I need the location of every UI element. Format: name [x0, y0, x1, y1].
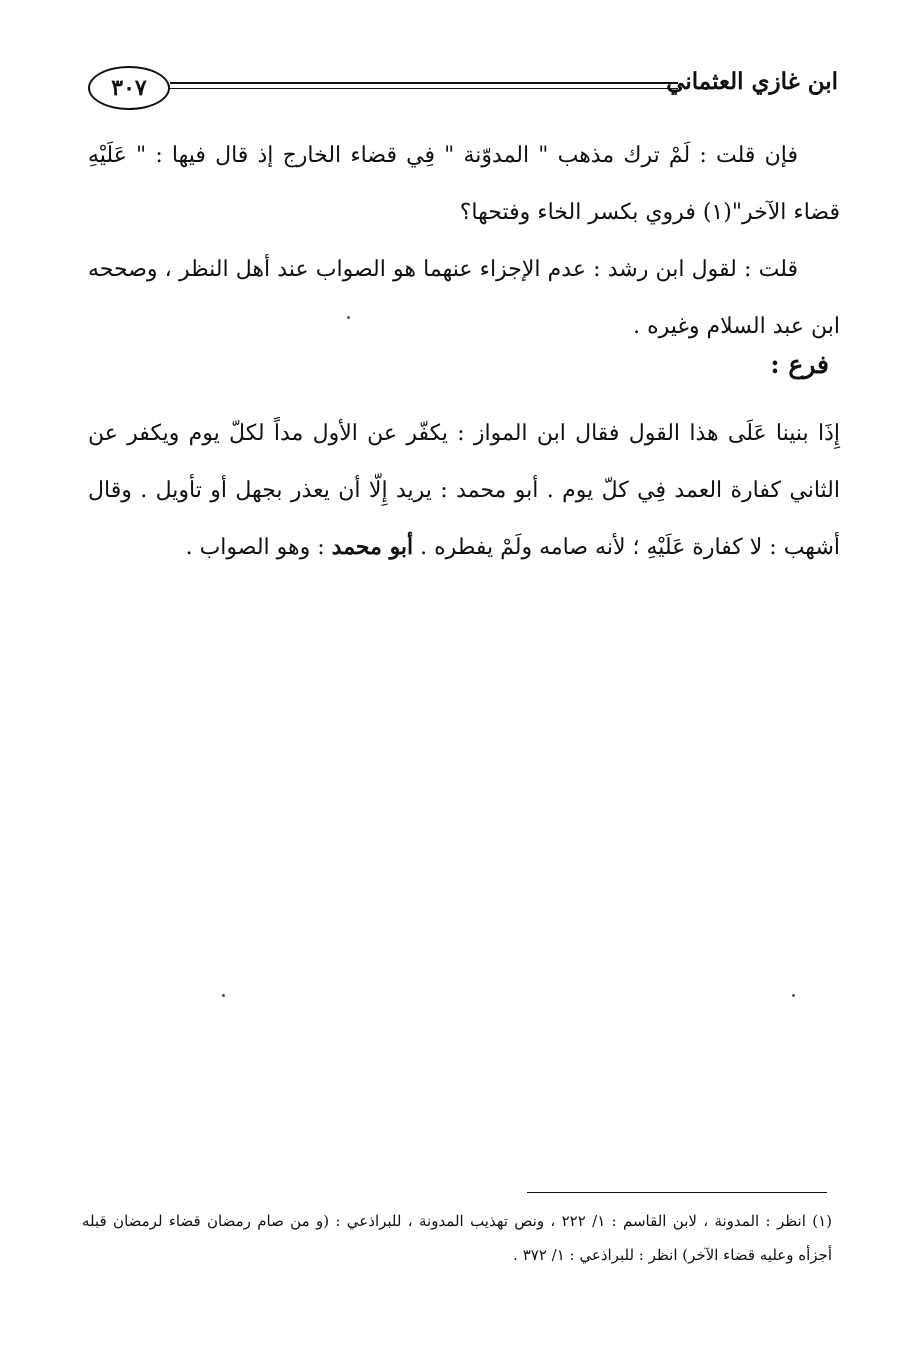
section-heading: فرع :: [770, 350, 829, 379]
footnote-1: (١) انظر : المدونة ، لابن القاسم : ١/ ٢٢٢ ، ونص تهذيب المدونة ، للبراذعي : (و من صام رمضان قضاء لرمضان قبله أجزأه وعليه قضاء الآخر) انظر : للبراذعي : ١/ ٣٧٢ .: [82, 1212, 832, 1264]
page-number-oval: [88, 66, 170, 110]
page-header: [88, 58, 838, 118]
header-rule: [170, 82, 678, 84]
paragraph-1-text: فإن قلت : لَمْ ترك مذهب " المدوّنة " فِي قضاء الخارج إذ قال فيها : " عَلَيْهِ قضاء الآخر"(١) فروي بكسر الخاء وفتحها؟: [88, 143, 840, 225]
paragraph-2: [88, 241, 840, 355]
header-rule-thin: [170, 88, 678, 89]
paragraph-3-text: [88, 405, 840, 576]
scan-speck: [347, 316, 350, 319]
paragraph-1: [88, 127, 840, 241]
paragraph-3: [88, 405, 840, 576]
page-number: ٣٠٧: [111, 75, 147, 101]
paragraph-2-text: قلت : لقول ابن رشد : عدم الإجزاء عنهما هو الصواب عند أهل النظر ، وصححه ابن عبد السلام وغيره .: [88, 257, 840, 339]
paragraph-3-part-2: : وهو الصواب .: [185, 535, 332, 560]
footnote-separator: [527, 1192, 827, 1193]
scan-speck: [222, 994, 225, 997]
footnotes: [82, 1204, 832, 1272]
paragraph-3-part-1: إِذَا بنينا عَلَى هذا القول فقال ابن المواز : يكفّر عن الأول مداً لكلّ يوم ويكفر عن الثاني كفارة العمد فِي كلّ يوم . أبو محمد : يريد إِلّا أن يعذر بجهل أو تأويل . وقال أشهب : لا كفارة عَلَيْهِ ؛ لأنه صامه ولَمْ يفطره .: [88, 421, 840, 560]
paragraph-3-bold-name: أبو محمد: [331, 534, 414, 560]
running-title: ابن غازي العثماني: [666, 68, 838, 95]
scan-speck: [792, 994, 795, 997]
